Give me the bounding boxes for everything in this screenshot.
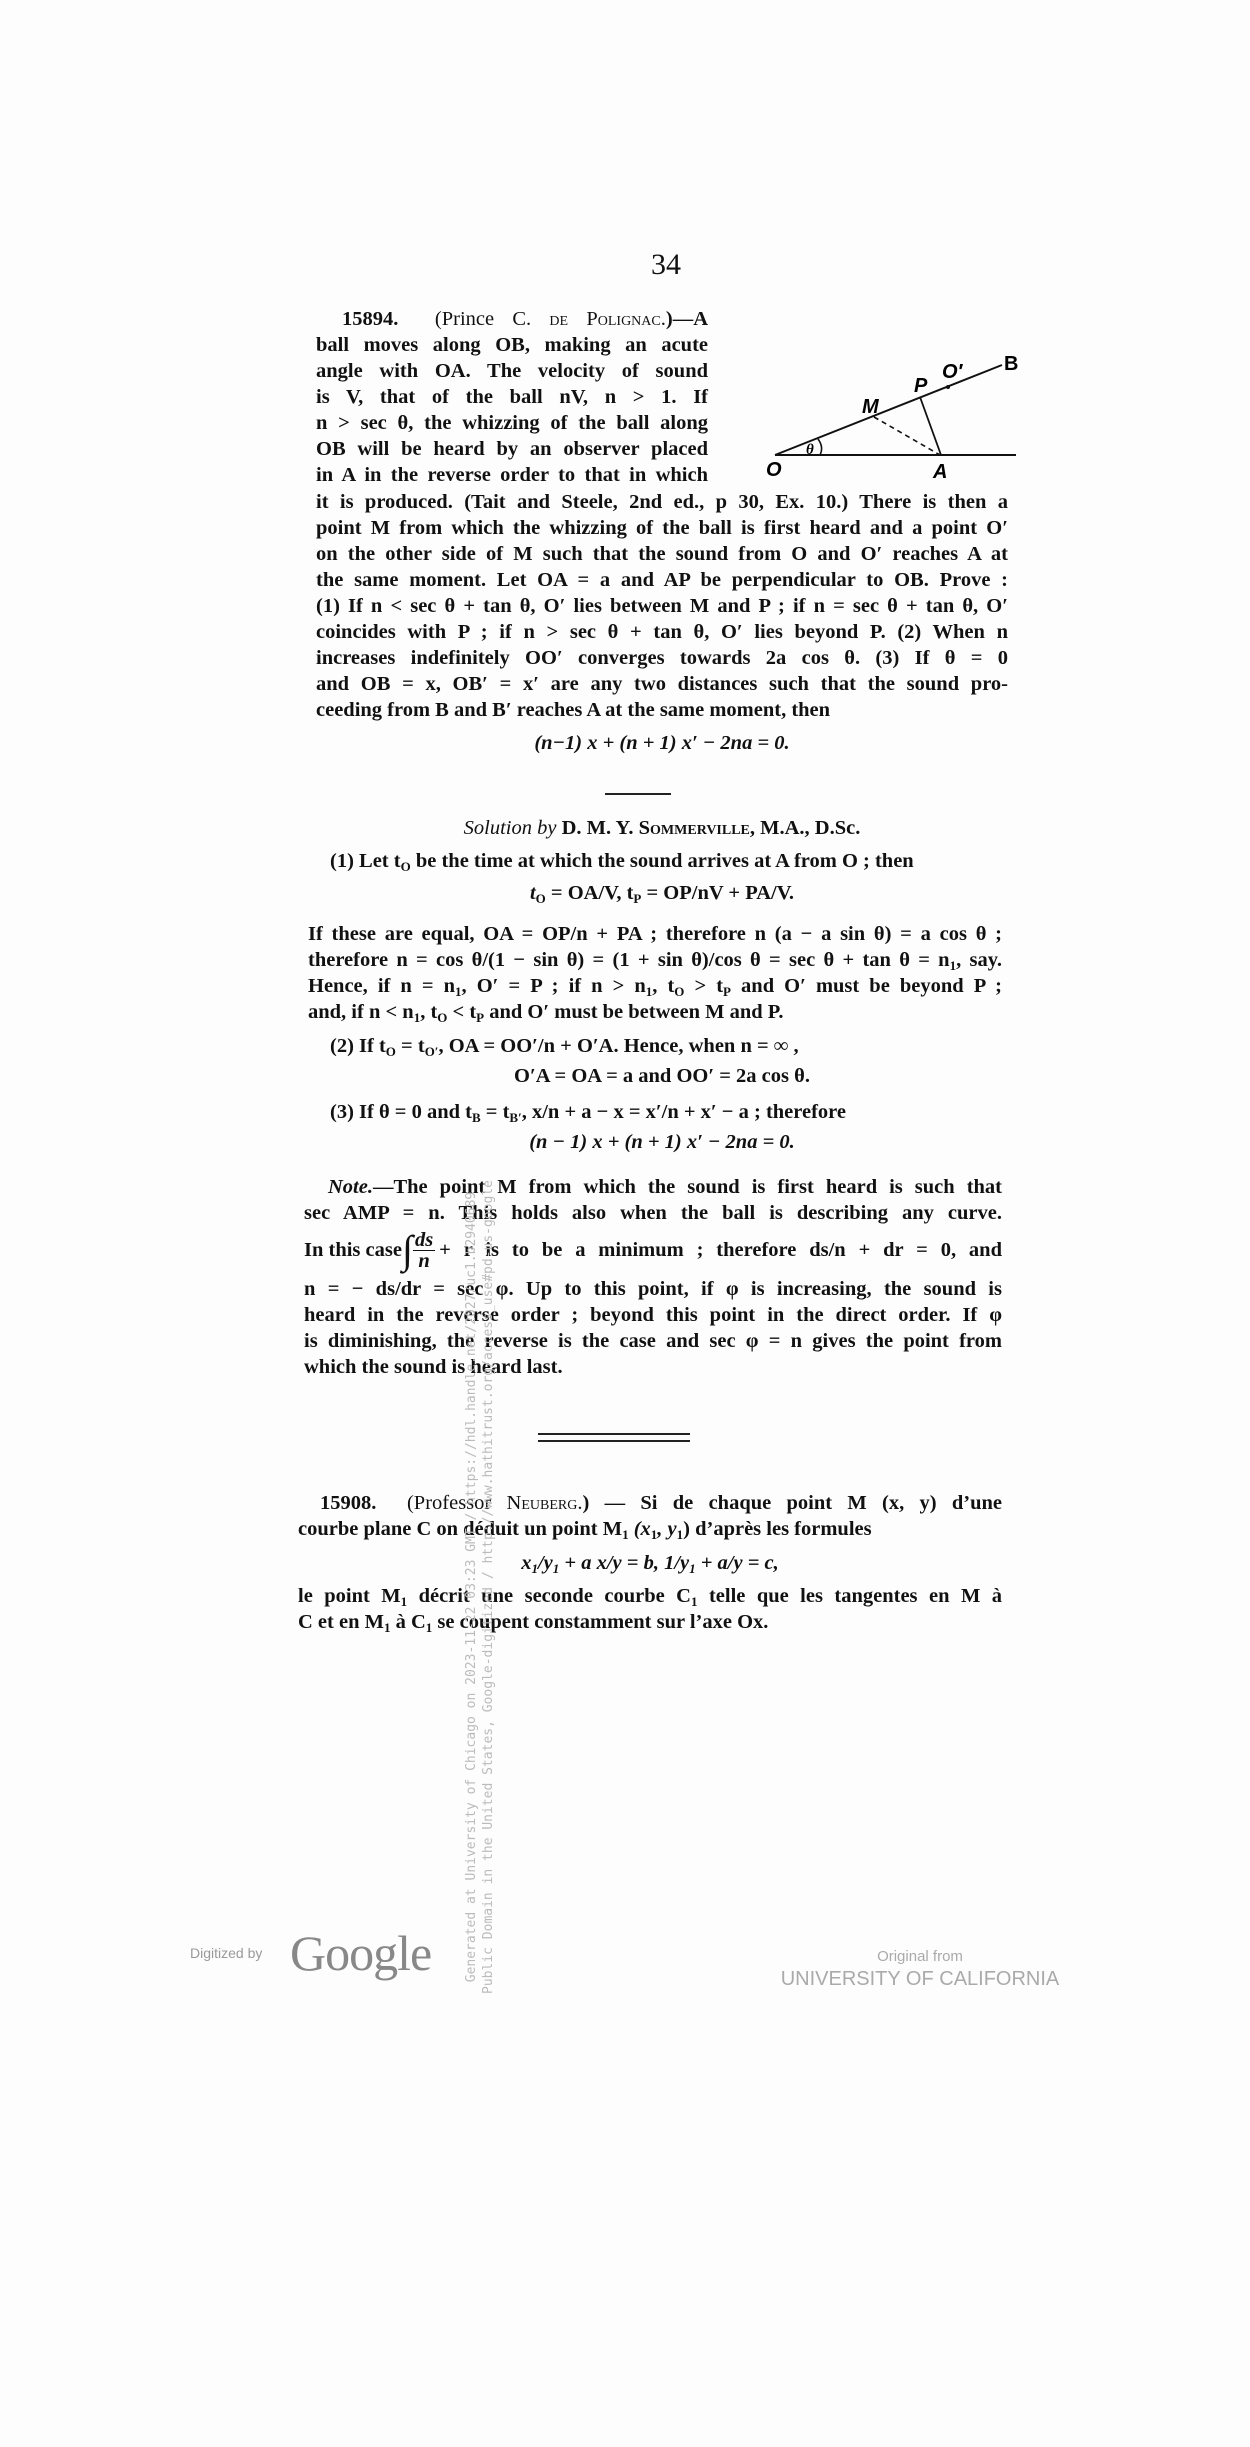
text-line: le point $M_1$ décrit une seconde courbe $C_1$ telle que les tangentes en M à bbox=[298, 1585, 1002, 1609]
label-B: B bbox=[1004, 353, 1019, 375]
integral-sign: ∫ bbox=[401, 1227, 413, 1272]
text-line: is V, that of the ball nV, n > 1. If bbox=[316, 386, 708, 408]
point-O-prime bbox=[946, 385, 950, 389]
label-O-prime: O′ bbox=[942, 361, 963, 383]
text-line: (3) If θ = 0 and $t_B = t_{B'}$, x/n + a − x = x′/n + x′ − a ; therefore bbox=[330, 1101, 847, 1125]
note-label: Note. bbox=[328, 1176, 373, 1198]
google-logo: Google bbox=[290, 1925, 432, 1981]
label-P: P bbox=[914, 375, 928, 397]
solution-byline: Solution by D. M. Y. Sommerville, M.A., D.Sc. bbox=[463, 817, 861, 839]
text-line: n > sec θ, the whizzing of the ball along bbox=[316, 412, 708, 434]
text-line: (1) Let $t_O$ be the time at which the sound arrives at A from O ; then bbox=[330, 850, 914, 874]
text-line: C et en $M_1$ à $C_1$ se coupent constamment sur l’axe Ox. bbox=[298, 1611, 769, 1635]
label-O: O bbox=[766, 459, 782, 480]
equation: (n − 1) x + (n + 1) x′ − 2na = 0. bbox=[529, 1131, 795, 1153]
problem-author: de Polignac. bbox=[549, 308, 666, 330]
divider bbox=[605, 793, 671, 795]
text-line: increases indefinitely OO′ converges towards 2a cos θ. (3) If θ = 0 bbox=[316, 647, 1008, 669]
equation: (n−1) x + (n + 1) x′ − 2na = 0. bbox=[534, 732, 790, 754]
text-line: If these are equal, OA = OP/n + PA ; therefore n (a − a sin θ) = a cos θ ; bbox=[308, 923, 1002, 945]
text-line: it is produced. (Tait and Steele, 2nd ed., p 30, Ex. 10.) There is then a bbox=[316, 491, 1008, 513]
geometry-diagram bbox=[740, 340, 1020, 480]
text-line: ball moves along OB, making an acute bbox=[316, 334, 708, 356]
double-divider-top bbox=[538, 1433, 690, 1435]
text-line: the same moment. Let OA = a and AP be perpendicular to OB. Prove : bbox=[316, 569, 1008, 591]
label-M: M bbox=[862, 396, 879, 418]
fraction: $\frac{ds}{n}$ bbox=[414, 1228, 434, 1272]
problem-number: 15908. bbox=[320, 1492, 377, 1514]
text-line: courbe plane C on déduit un point $M_1$ ($x_1$, $y_1$) d’après les formules bbox=[298, 1518, 872, 1542]
original-from-label: Original from bbox=[877, 1948, 963, 1965]
note-line: heard in the reverse order ; beyond this point in the direct order. If φ bbox=[304, 1304, 1002, 1326]
equation: $t_O = OA/V$, $t_P = OP/nV + PA/V$. bbox=[529, 882, 795, 906]
text-line: (2) If $t_O = t_{O'}$, OA = OO′/n + O′A. Hence, when n = ∞ , bbox=[330, 1035, 799, 1059]
text-line: (1) If n < sec θ + tan θ, O′ lies between M and P ; if n = sec θ + tan θ, O′ bbox=[316, 595, 1008, 617]
text-line: angle with OA. The velocity of sound bbox=[316, 360, 708, 382]
text-line: point M from which the whizzing of the ball is first heard and a point O′ bbox=[316, 517, 1008, 539]
text-line: on the other side of M such that the sound from O and O′ reaches A at bbox=[316, 543, 1008, 565]
digitized-by-label: Digitized by bbox=[190, 1945, 263, 1961]
hathitrust-watermark: Generated at University of Chicago on 2023-11-22 03:23 GMT / https://hdl.handle.net/2027/uc1.b2940689 Public Domain in the United States, Google-digitized / http://www.hathitrust.org/access_use#pd-us-google bbox=[464, 1180, 496, 1994]
text-line: therefore n = cos θ/(1 − sin θ) = (1 + sin θ)/cos $\theta = \sec \theta + \tan \theta = n_1$, say. bbox=[308, 949, 1002, 973]
text-line: coincides with P ; if n > sec θ + tan θ, O′ lies beyond P. (2) When n bbox=[316, 621, 1008, 643]
text-line: and, if $n < n_1$, $t_O < t_P$ and O′ must be between M and P. bbox=[308, 1001, 784, 1025]
text-line: OB will be heard by an observer placed bbox=[316, 438, 708, 460]
problem-number: 15894. bbox=[342, 308, 399, 330]
note-line: is diminishing, the reverse is the case and sec φ = n gives the point from bbox=[304, 1330, 1002, 1352]
text-line: in A in the reverse order to that in which bbox=[316, 464, 708, 486]
note-line: n = − ds/dr = sec φ. Up to this point, if φ is increasing, the sound is bbox=[304, 1278, 1002, 1300]
line-PA bbox=[920, 397, 941, 455]
page-number: 34 bbox=[651, 248, 681, 281]
note-line: In this case ∫ $\frac{ds}{n}$ + r is to be a minimum ; therefore ds/n + dr = 0, and bbox=[304, 1227, 1002, 1272]
equation: $x_1/y_1 + a$ x/y = b, $1/y_1 + a/y = c$, bbox=[521, 1552, 779, 1576]
note-line: sec AMP = n. This holds also when the ball is describing any curve. bbox=[304, 1202, 1002, 1224]
label-theta: θ bbox=[806, 442, 814, 458]
note-line: which the sound is heard last. bbox=[304, 1356, 563, 1378]
problem-author: Neuberg. bbox=[506, 1492, 583, 1514]
label-A: A bbox=[933, 461, 948, 480]
institution-name: UNIVERSITY OF CALIFORNIA bbox=[780, 1968, 1060, 1990]
text-line: Hence, if $n = n_1$, O′ = P ; if $n > n_1$, $t_O > t_P$ and O′ must be beyond P ; bbox=[308, 975, 1002, 999]
double-divider-bottom bbox=[538, 1440, 690, 1442]
note-line: Note.—The point M from which the sound is first heard is such that bbox=[328, 1176, 1002, 1198]
text-line: and OB = x, OB′ = x′ are any two distances such that the sound pro- bbox=[316, 673, 1008, 695]
text-line: ceeding from B and B′ reaches A at the same moment, then bbox=[316, 699, 831, 721]
equation: O′A = OA = a and OO′ = 2a cos θ. bbox=[514, 1065, 810, 1087]
problem-header: 15908. (Professor Neuberg.) — Si de chaque point M (x, y) d’une bbox=[320, 1492, 1003, 1514]
problem-header: 15894. (Prince C. de Polignac.)—A bbox=[342, 308, 709, 330]
solution-author: D. M. Y. Sommerville bbox=[561, 817, 750, 839]
angle-arc bbox=[818, 439, 822, 455]
